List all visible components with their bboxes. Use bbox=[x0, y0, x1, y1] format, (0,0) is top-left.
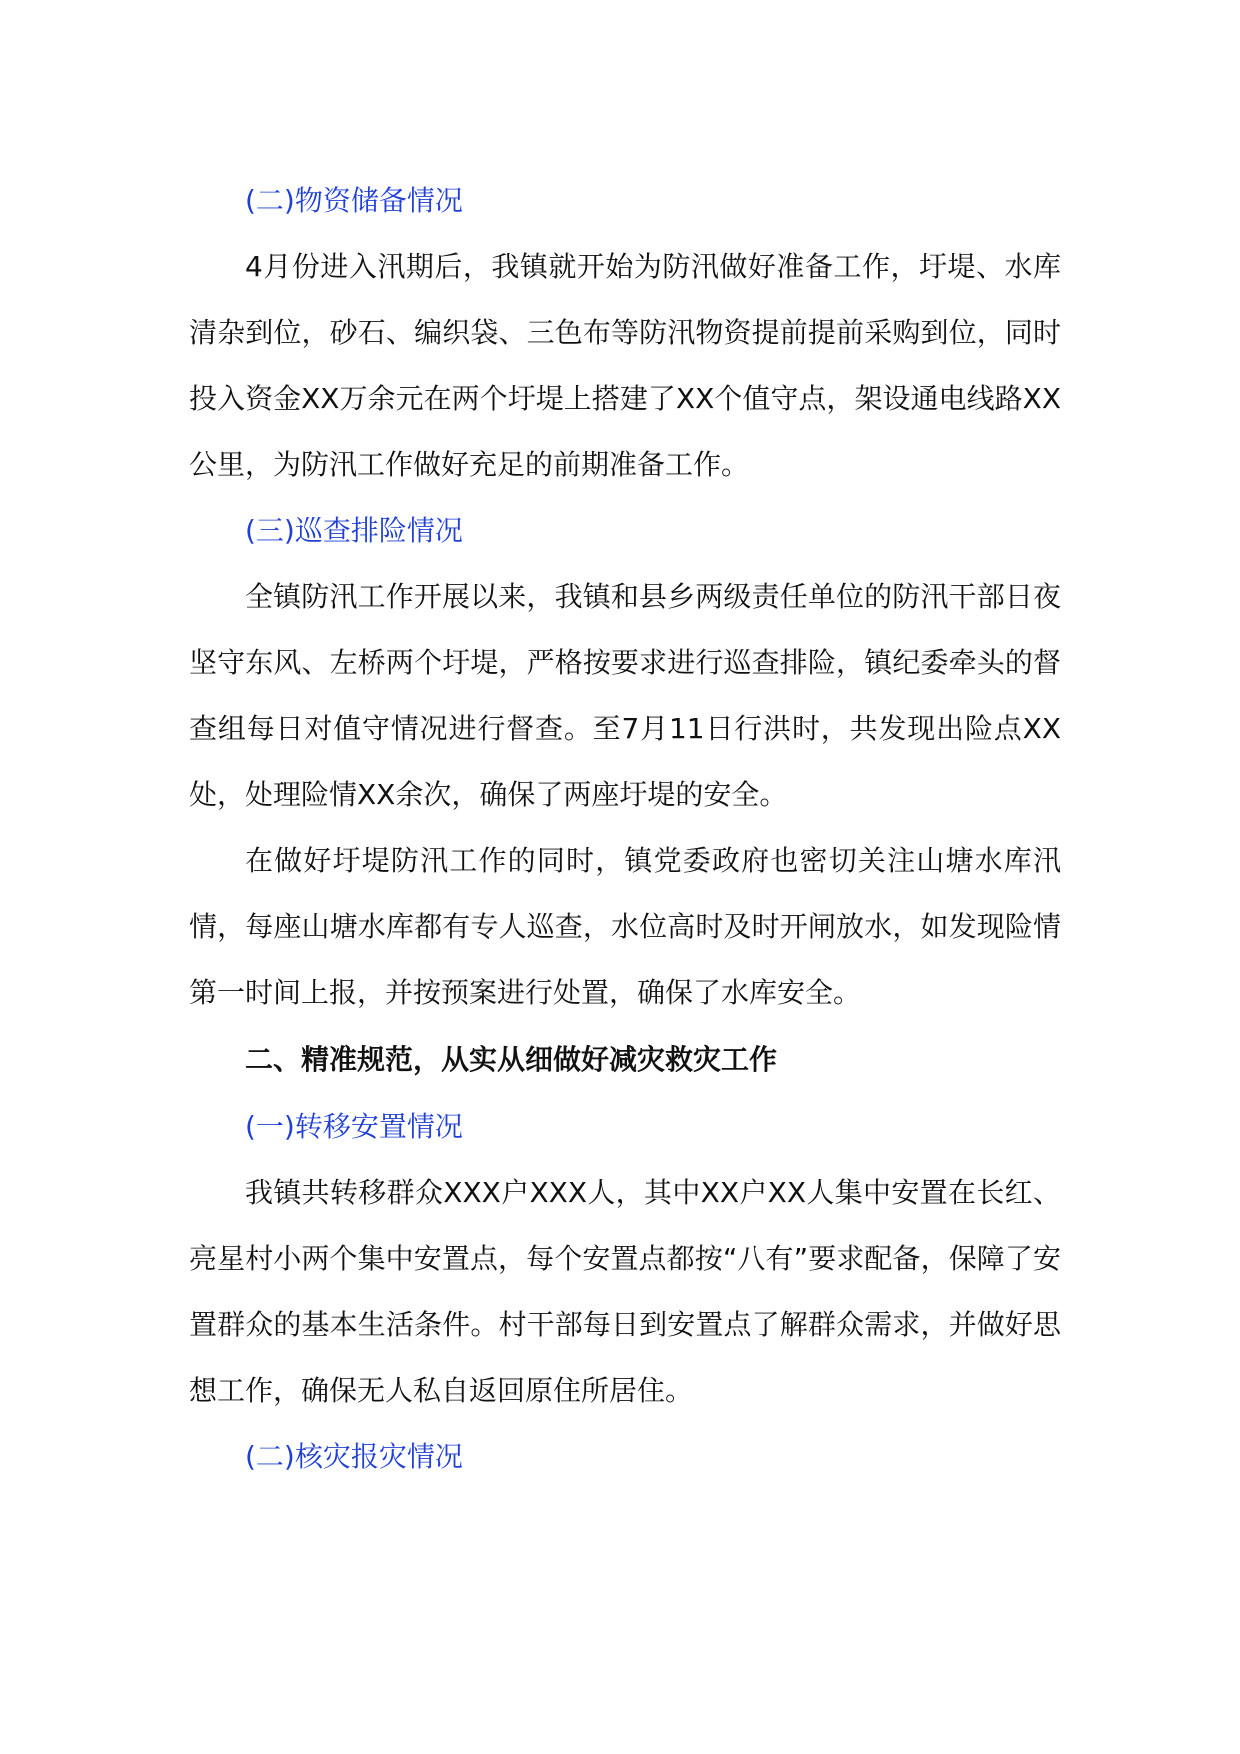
heading-relocation: (一)转移安置情况 bbox=[245, 1110, 463, 1143]
paragraph-patrol-inspection: 全镇防汛工作开展以来，我镇和县乡两级责任单位的防汛干部日夜坚守东风、左桥两个圩堤，严格按要求进行巡查排险，镇纪委牵头的督查组每日对值守情况进行督查。至7月11日行洪时，共发现出险点XX处，处理险情XX余次，确保了两座圩堤的安全。 bbox=[189, 580, 1061, 811]
paragraph-reservoir-monitoring: 在做好圩堤防汛工作的同时，镇党委政府也密切关注山塘水库汛情，每座山塘水库都有专人巡查，水位高时及时开闸放水，如发现险情第一时间上报，并按预案进行处置，确保了水库安全。 bbox=[189, 844, 1061, 1009]
paragraph-relocation: 我镇共转移群众XXX户XXX人，其中XX户XX人集中安置在长红、亮星村小两个集中安置点，每个安置点都按“八有”要求配备，保障了安置群众的基本生活条件。村干部每日到安置点了解群众需求，并做好思想工作，确保无人私自返回原住所居住。 bbox=[189, 1176, 1061, 1407]
heading-disaster-verification: (二)核灾报灾情况 bbox=[245, 1440, 463, 1473]
heading-patrol-inspection: (三)巡查排险情况 bbox=[245, 514, 463, 547]
section-two-title: 二、精准规范，从实从细做好减灾救灾工作 bbox=[245, 1043, 778, 1076]
heading-materials-reserve: (二)物资储备情况 bbox=[245, 184, 463, 217]
document-body bbox=[189, 168, 1061, 1490]
paragraph-materials-reserve: 4月份进入汛期后，我镇就开始为防汛做好准备工作，圩堤、水库清杂到位，砂石、编织袋、三色布等防汛物资提前提前采购到位，同时投入资金XX万余元在两个圩堤上搭建了XX个值守点，架设通电线路XX公里，为防汛工作做好充足的前期准备工作。 bbox=[189, 250, 1061, 481]
